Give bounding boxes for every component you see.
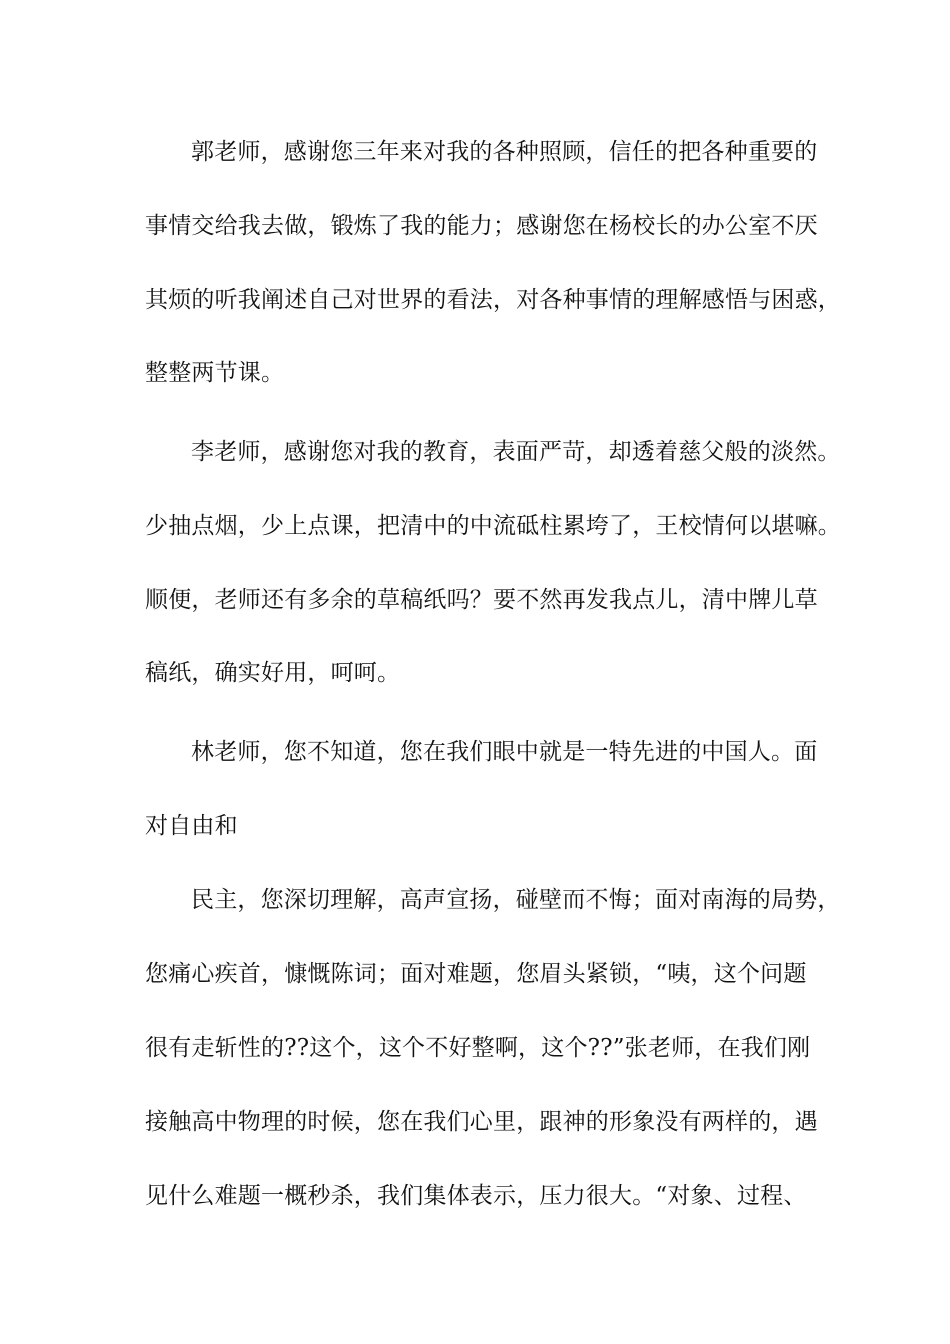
paragraph-line: 其烦的听我阐述自己对世界的看法，对各种事情的理解感悟与困惑， [145, 287, 841, 313]
paragraph-line: 接触高中物理的时候，您在我们心里，跟神的形象没有两样的，遇 [145, 1109, 818, 1135]
paragraph-line: 事情交给我去做，锻炼了我的能力；感谢您在杨校长的办公室不厌 [145, 213, 818, 239]
paragraph-line: 郭老师，感谢您三年来对我的各种照顾，信任的把各种重要的 [191, 139, 818, 165]
paragraph-line: 稿纸，确实好用，呵呵。 [145, 660, 401, 686]
paragraph-line: 顺便，老师还有多余的草稿纸吗？要不然再发我点儿，清中牌儿草 [145, 587, 818, 613]
paragraph-line: 整整两节课。 [145, 360, 285, 386]
paragraph-line: 您痛心疾首，慷慨陈词；面对难题，您眉头紧锁，“咦，这个问题 [145, 961, 807, 987]
paragraph-line: 少抽点烟，少上点课，把清中的中流砥柱累垮了，王校情何以堪嘛。 [145, 513, 841, 539]
paragraph-line: 民主，您深切理解，高声宣扬，碰壁而不悔；面对南海的局势， [191, 887, 841, 913]
paragraph-line: 林老师，您不知道，您在我们眼中就是一特先进的中国人。面 [191, 739, 818, 765]
paragraph-line: 李老师，感谢您对我的教育，表面严苛，却透着慈父般的淡然。 [191, 439, 841, 465]
paragraph-line: 很有走斩性的??这个，这个不好整啊，这个??”张老师，在我们刚 [145, 1035, 811, 1061]
paragraph-line: 见什么难题一概秒杀，我们集体表示，压力很大。“对象、过程、 [145, 1183, 807, 1209]
paragraph-line: 对自由和 [145, 813, 238, 839]
